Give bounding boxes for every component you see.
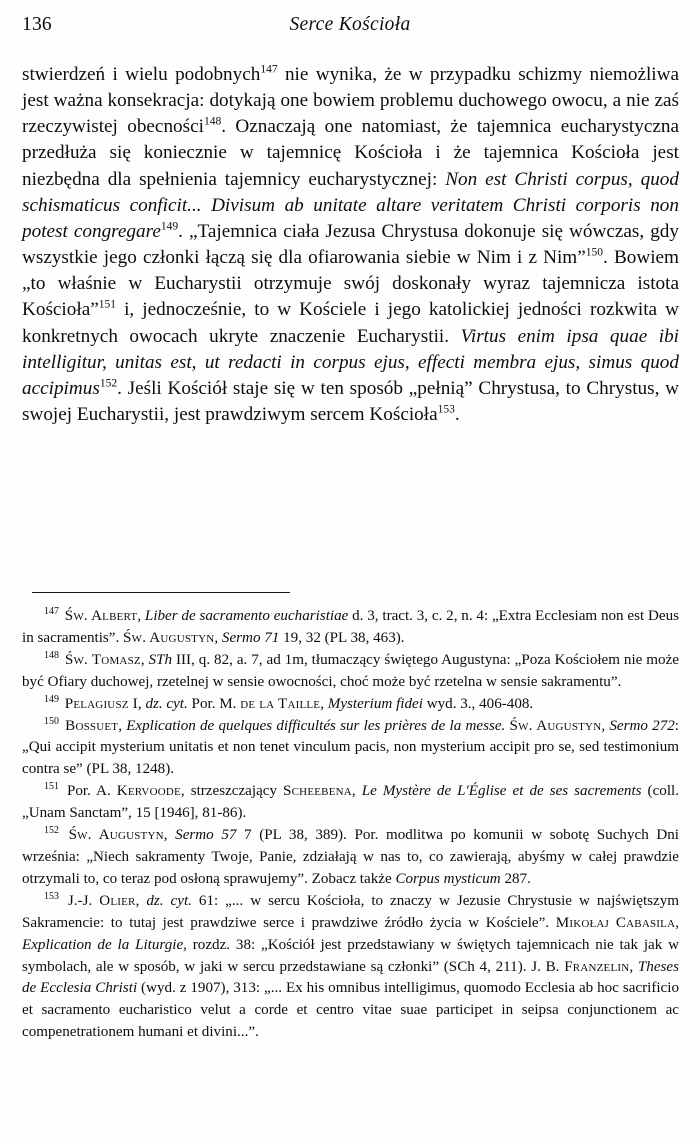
footnote-153: $^{153}$ J.-J. Olier, dz. cyt. 61: „... w sercu Kościoła, to znaczy w Jezusie Chrystusie w najświętszym Sakramencie: to tutaj jest prawdziwe serce i prawdziwe źródło życia w Kościele”. Mikołaj Cabasila, Explication de la Liturgie, rozdz. 38: „Kościół jest przedstawiany w świętych tajemnicach nie tak jak w symbolach, ale w sposób, w jaki w sercu przedstawiane są członki” (SCh 4, 211). J. B. Franzelin, Theses de Ecclesia Christi (wyd. z 1907), 313: „... Ex his omnibus intelligimus, quomodo Ecclesia ab hoc sacrificio et sacramento eucharistico velut a corde et centro vitae suae participet in seipsa conjunctionem ac compenetrationem humani et divini...”. [22, 890, 680, 1041]
footnote-150: $^{150}$ Bossuet, Explication de quelques difficultés sur les prières de la messe. Św. Augustyn, Sermo 272: „Qui accipit mysterium unitatis et non tenet vinculum pacis, non mysterium accipit pro se, sed testimonium contra se” (PL 38, 1248). [22, 715, 679, 778]
footnote-block [22, 606, 679, 1044]
running-head [22, 14, 678, 44]
footnote-151: $^{151}$ Por. A. Kervoode, strzeszczający Scheebena, Le Mystère de L'Église et de ses sacrements (coll. „Unam Sanctam”, 15 [1946], 81-86). [22, 781, 679, 822]
body-paragraph: stwierdzeń i wielu podobnych$^{147}$ nie wynika, że w przypadku schizmy niemożliwa jest ważna konsekracja: dotykają one bowiem problemu duchowego owocu, a nie zaś rzeczywistej obecności$^{148}$. Oznaczają one natomiast, że tajemnica eucharystyczna przedłuża się koniecznie w tajemnicę Kościoła i że tajemnica Kościoła jest niezbędna dla spełnienia tajemnicy eucharystycznej: Non est Christi corpus, quod schismaticus conficit... Divisum ab unitate altare veritatem Christi corporis non potest congregare$^{149}$. „Tajemnica ciała Jezusa Chrystusa dokonuje się wówczas, gdy wszystkie jego członki łączą się dla ofiarowania siebie w Nim i z Nim”$^{150}$. Bowiem „to właśnie w Eucharystii otrzymuje swój doskonały wyraz tajemnicza istota Kościoła”$^{151}$ i, jednocześnie, to w Kościele i jego katolickiej jedności rozkwita w konkretnych owocach ukryte znaczenie Eucharystii. Virtus enim ipsa quae ibi intelligitur, unitas est, ut redacti in corpus ejus, effecti membra ejus, simus quod accipimus$^{152}$. Jeśli Kościół staje się w ten sposób „pełnią” Chrystusa, to Chrystus, w swojej Eucharystii, jest prawdziwym sercem Kościoła$^{153}$. [22, 63, 679, 426]
footnote-147: $^{147}$ Św. Albert, Liber de sacramento eucharistiae d. 3, tract. 3, c. 2, n. 4: „Extra Ecclesiam non est Deus in sacramentis”. Św. Augustyn, Sermo 71 19, 32 (PL 38, 463). [22, 605, 679, 646]
footnote-152: $^{152}$ Św. Augustyn, Sermo 57 7 (PL 38, 389). Por. modlitwa po komunii w sobotę Suchych Dni września: „Niech sakramenty Twoje, Panie, zdziałają w nas to, co zawierają, abyśmy w całej prawdzie otrzymali to, co teraz pod osłoną sprawujemy”. Zobacz także Corpus mysticum 287. [22, 825, 680, 887]
footnote-148: $^{148}$ Św. Tomasz, STh III, q. 82, a. 7, ad 1m, tłumaczący świętego Augustyna: „Poza Kościołem nie może być Ofiary duchowej, rzetelnej w sensie owocności, choć może być rzetelna w sensie sakramentu”. [22, 649, 679, 690]
page-number: 136 [22, 14, 52, 35]
body-text [22, 62, 679, 428]
running-title: Serce Kościoła [289, 14, 411, 35]
footnote-separator-rule [32, 592, 290, 593]
footnote-149: $^{149}$ Pelagiusz I, dz. cyt. Por. M. de la Taille, Mysterium fidei wyd. 3., 406-408. [44, 693, 534, 712]
